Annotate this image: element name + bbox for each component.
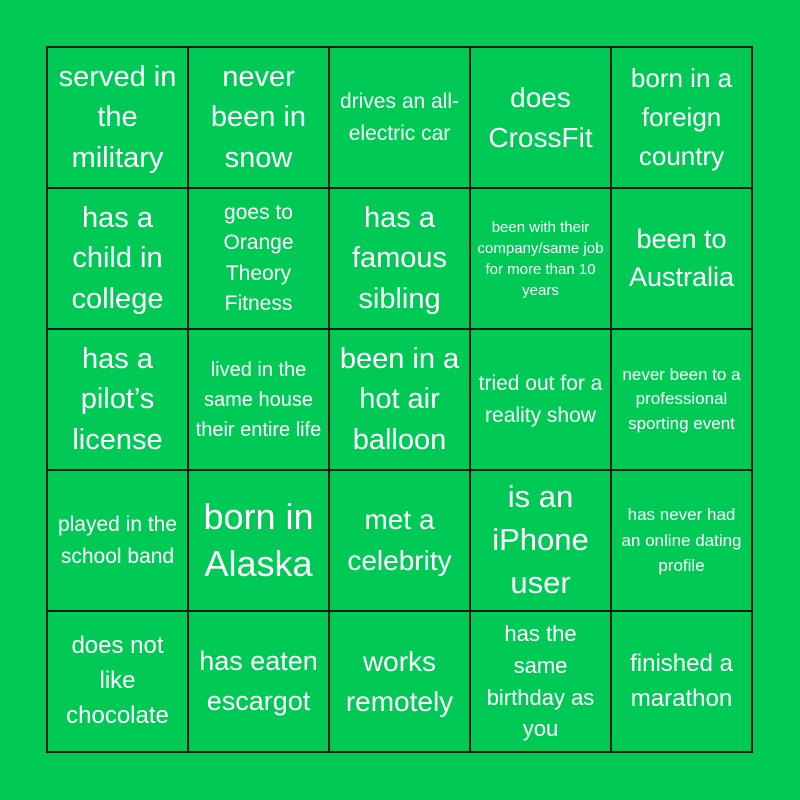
cell-text: works remotely [345, 646, 454, 717]
cell-text: has the same birthday as you [486, 620, 595, 742]
bingo-board [46, 46, 753, 753]
bingo-cell[interactable] [329, 611, 470, 752]
cell-text: been to Australia [628, 223, 735, 292]
bingo-cell[interactable] [470, 47, 611, 188]
bingo-cell[interactable] [329, 47, 470, 188]
cell-text: been with their company/same job for more than 10 years [477, 218, 604, 299]
cell-text: played in the school band [57, 513, 178, 568]
bingo-cell[interactable] [188, 611, 329, 752]
bingo-cell[interactable] [47, 47, 188, 188]
bingo-cell[interactable] [329, 329, 470, 470]
bingo-cell[interactable] [470, 470, 611, 611]
bingo-cell[interactable] [188, 47, 329, 188]
bingo-cell[interactable] [188, 188, 329, 329]
bingo-cell[interactable] [611, 47, 752, 188]
cell-text: been in a hot air balloon [339, 342, 460, 456]
cell-text: does not like chocolate [66, 632, 169, 729]
bingo-cell[interactable] [188, 470, 329, 611]
cell-text: goes to Orange Theory Fitness [223, 200, 294, 315]
cell-text: has a famous sibling [351, 201, 448, 315]
cell-text: served in the military [58, 60, 177, 174]
bingo-cell[interactable] [188, 329, 329, 470]
bingo-cell[interactable] [329, 470, 470, 611]
bingo-cell[interactable] [47, 470, 188, 611]
cell-text: has never had an online dating profile [621, 505, 742, 576]
cell-text: met a celebrity [347, 503, 452, 576]
bingo-cell[interactable] [611, 470, 752, 611]
cell-text: tried out for a reality show [478, 372, 603, 427]
bingo-cell[interactable] [47, 611, 188, 752]
cell-text: never been to a professional sporting event [622, 364, 741, 433]
cell-text: is an iPhone user [492, 479, 589, 600]
bingo-cell[interactable] [470, 188, 611, 329]
bingo-cell[interactable] [611, 611, 752, 752]
cell-text: has a pilot’s license [72, 342, 163, 456]
bingo-cell[interactable] [329, 188, 470, 329]
cell-text: has eaten escargot [199, 646, 318, 716]
bingo-cell[interactable] [470, 611, 611, 752]
cell-text: born in Alaska [203, 495, 314, 584]
cell-text: drives an all-electric car [339, 90, 460, 145]
bingo-cell[interactable] [47, 329, 188, 470]
cell-text: does CrossFit [488, 82, 593, 153]
cell-text: never been in snow [210, 60, 307, 174]
cell-text: has a child in college [71, 201, 164, 315]
cell-text: finished a marathon [630, 649, 733, 712]
bingo-cell[interactable] [611, 329, 752, 470]
cell-text: born in a foreign country [630, 63, 733, 171]
bingo-cell[interactable] [611, 188, 752, 329]
bingo-cell[interactable] [470, 329, 611, 470]
bingo-cell[interactable] [47, 188, 188, 329]
cell-text: lived in the same house their entire life [195, 358, 322, 441]
